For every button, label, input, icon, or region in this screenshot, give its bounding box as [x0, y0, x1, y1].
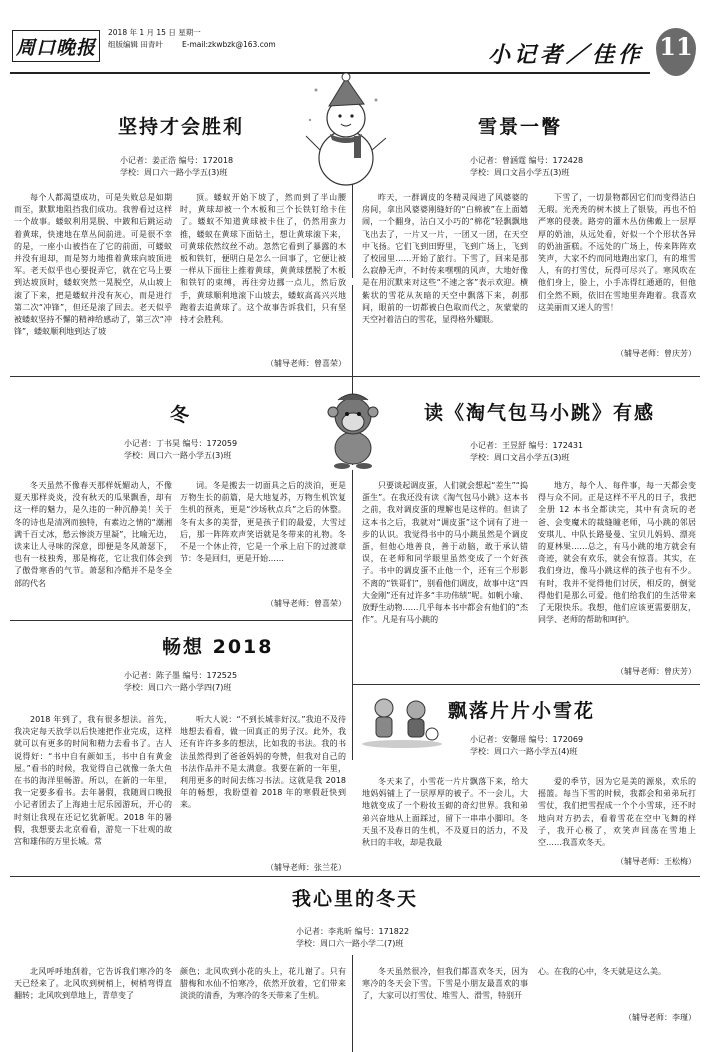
snow-monkey-illustration	[318, 386, 388, 470]
section-title: 小记者／佳作	[487, 42, 644, 68]
article-title: 飘落片片小雪花	[448, 700, 596, 722]
article-reporter: 小记者：姜正浩 编号：172018	[120, 156, 234, 165]
article-school: 学校：周口六一路小学四(7)班	[124, 683, 232, 692]
page-number: 11	[659, 32, 693, 61]
article-school: 学校：周口六一路小学二(7)班	[296, 939, 404, 948]
article-title: 畅想 2018	[162, 636, 274, 658]
article-school: 学校：周口六一路小学五(3)班	[120, 168, 228, 177]
article-reporter: 小记者：陈子墨 编号：172525	[124, 671, 238, 680]
article-column-1: 北风呼呼地刮着，它告诉我们寒冷的冬天已经来了。北风吹到树梢上，树梢弯得直翻转；北风吹到草地上，青草变了	[14, 967, 172, 1001]
page-number-badge	[656, 28, 696, 76]
article-teacher: （辅导老师：曾喜荣）	[266, 599, 346, 608]
section-rule-2	[10, 620, 352, 621]
article-column-1: 昨天，一群调皮的冬精灵闯进了风婆婆的房间，拿出风婆婆刚缝好的“白棉被”在上面嬉闹，一个翻身，沾白又小巧的“棉花”轻飘飘地飞出去了，一片又一片，一团又一团，在天空中飞扬。它们飞到田野里，飞到广场上，飞到了校园里……开始了旅行。下雪了，回来是那么寂静无声，不时传来嘿嘿的风声，大地好像是在用沉默来对这些“不速之客”表示欢迎。横紫状的雪花从灰暗的天空中飘落下来，刹那间，眼前的一切都被白色取而代之，灰蒙蒙的天空衬着洁白的雪花，显得格外耀眼。	[362, 193, 528, 325]
article-teacher: （辅导老师：王松梅）	[616, 857, 696, 866]
newspaper-logo: 周口晚报	[12, 30, 100, 62]
article-school: 学校：周口六一路小学五(3)班	[124, 451, 232, 460]
article-title: 我心里的冬天	[292, 888, 419, 910]
contact-email: E-mail:zkwbzk@163.com	[182, 40, 276, 49]
article-column-2: 顶。蝼蚁开始下坡了，然而到了半山腰时，黄球却被一个木板和三个长铁钉给卡住了。蝼蚁不知道黄球被卡住了，仍然用蛮力推，蝼蚁在黄球下面钻土，想让黄球滚下来，可黄球依然纹丝不动。忽然它看到了暴露的木板和铁钉，便明白是怎么一回事了，它便让被一样从下面往上推着黄球，黄黄球摆脱了木板和铁钉的束缚，再往旁边挪一点儿，然后放手，黄球顺利地滚下山坡去，蝼蚁高高兴兴地跑着去追黄球了。这个故事告诉我们，只有坚持才会胜利。	[180, 193, 346, 325]
kids-in-snow-illustration	[360, 690, 444, 748]
issue-date: 2018 年 1 月 15 日 星期一	[108, 28, 201, 37]
article-reporter: 小记者：丁书昊 编号：172059	[124, 439, 238, 448]
article-reporter: 小记者：王昱舒 编号：172431	[470, 441, 584, 450]
article-column-1: 冬天虽然不像春天那样妩媚动人，不像夏天那样炎炎，没有秋天的瓜果飘香，却有这一样的魅力，是久违的一种沉静美！关于冬的诗也是清冽而独特，有素边之情的“潮湘满千百丈冰，愁云惨淡万里凝”，比喻无边，读来让人寻味的深意，即便是冬风萧瑟下，也有一枝独秀，那是梅花，它让我们体会到了傲骨寒香的气节。萧瑟和冷酷并不是冬全部的代名	[14, 481, 172, 588]
article-column-1: 冬天来了，小雪花一片片飘落下来，给大地妈妈铺上了一层厚厚的被子。不一会儿，大地就变成了一个粉妆玉砌的奇幻世界。我和弟弟兴奋地从上面踩过，留下一串串小脚印。冬天虽不及春日的生机，不及夏日的活力，不及秋日的丰收，却是我最	[362, 777, 528, 848]
article-column-1: 每个人都渴望成功，可是失败总是如期而至，默默地阻挡我们成功。我曾看过这样一个故事。蝼蚁利用晃脱、中跛和后跳运动着黄球，快速地在草丛间前进。可是很不幸的是，一座小山被挡在了它的前面，可蝼蚁并没有退却，而是努力地推着黄球向坡顶进军。老天似乎也心要捉弄它，就在它马上要到达坡顶时，蝼蚁突然一晃脱空，从山坡上滚了下来，把是蝼蚁并没有灰心，而是进行第二次“冲锋”，但还是滚了回去。老天似乎被蝼蚁坚持不懈的精神给感动了，第三次“冲锋”，蝼蚁顺利地到达了坡	[14, 193, 172, 337]
article-column-1: 2018 年到了，我有很多想法。首先，我决定每天放学以后快速把作业完成，这样就可以有更多的时间和精力去看书了。古人说得好：“书中自有颜如玉，书中自有黄金屋。”看书的时候，我觉得自己就像一条大鱼在书的海洋里畅游。所以，在新的一年里，我一定要多看书。去年暑假，我随周口晚报小记者团去了上海迪士尼乐园游玩，开心的时刻让我现在还记忆犹新呢。2018 年的暑假，我想要去北京看看，游览一下壮观的故宫和雄伟的万里长城。常	[14, 715, 172, 847]
article-title: 坚持才会胜利	[118, 116, 245, 138]
article-teacher: （辅导老师：曾喜荣）	[266, 359, 346, 368]
article-teacher: （辅导老师：曾庆芳）	[616, 349, 696, 358]
article-title: 冬	[170, 404, 192, 426]
article-column-4: 心。在我的心中，冬天就是这么美。	[538, 967, 666, 976]
article-teacher: （辅导老师：李瑾）	[624, 1013, 696, 1022]
column-divider-4	[352, 955, 353, 1052]
snowman-illustration	[302, 70, 388, 188]
article-school: 学校：周口文昌小学五(3)班	[470, 453, 570, 462]
article-teacher: （辅导老师：张兰花）	[266, 863, 346, 872]
section-rule-1	[10, 376, 700, 377]
article-column-2: 词。冬是搬去一切面具之后的淡泊，更是万物生长的前篇，是大地复苏，万物生机饮复生机的预兆，更是“沙场秋点兵”之后的休整。冬有太多的美誉，更是孩子们的最爱，大雪过后，那一阵阵欢声笑语就是冬带来的礼物。冬不是一个休止符，它是一个承上启下的过渡章节：冬是回归，更是开始……	[180, 481, 346, 564]
article-school: 学校：周口文昌小学五(3)班	[470, 168, 570, 177]
editor-credit: 组版编辑 田青叶	[108, 40, 163, 49]
section-rule-3	[352, 684, 700, 685]
article-column-2: 颜色；北风吹到小花的头上，花儿谢了。只有腊梅和水仙不怕寒冷，依然开放着，它们带来淡淡的清香，为寒冷的冬天带来了生机。	[180, 967, 346, 1001]
article-reporter: 小记者：李兆昕 编号：171822	[296, 927, 410, 936]
article-teacher: （辅导老师：曾庆芳）	[616, 667, 696, 676]
article-column-3: 冬天虽然很冷，但我们都喜欢冬天，因为寒冷的冬天会下雪。下雪是小朋友最喜欢的事了，大家可以打雪仗、堆雪人、滑雪，特别开	[362, 967, 528, 1001]
article-column-1: 只要谈起调皮蛋，人们就会想起“差生”“捣蛋生”。在我还没有读《淘气包马小跳》这本书之前，我对调皮蛋的理解也是这样的。但读了这本书之后，我就对“调皮蛋”这个词有了进一步的认识。我觉得书中的马小跳虽然是个调皮蛋，但他心地善良，善于动脑，敢于承认错误，在老师和同学眼里虽然变成了一个好孩子。书中的调皮蛋不止他一个，还有三个形影不离的“铁哥们”，别看他们调皮，故事中这“四大金刚”还有过许多“丰功伟绩”呢。如帆小瑜、放野生动物……几乎每本书中都会有他们的“杰作”。凡是有马小跳的	[362, 481, 528, 625]
article-column-2: 爱的季节，因为它是美的源泉，欢乐的摇篮。每当下雪的时候，我都会和弟弟玩打雪仗，我们把雪捏成一个个小雪球，还不时地向对方扔去，看着雪花在空中飞舞的样子，我开心极了，欢笑声回荡在雪地上空……我喜欢冬天。	[538, 777, 696, 848]
article-school: 学校：周口六一路小学五(4)班	[470, 747, 578, 756]
article-reporter: 小记者：安馨瑶 编号：172069	[470, 735, 584, 744]
article-column-2: 下雪了，一切景物都因它们而变得洁白无瑕。光秃秃的树木披上了银装，再也不怕严寒的侵袭。路旁的灌木丛仿佛戴上一层厚厚的奶油，从远处看，好似一个个形状各异的奶油蛋糕。不远处的广场上，传来阵阵欢笑声，大家不约而同地跑出家门，有的堆雪人，有的打雪仗，玩得可尽兴了。寒风吹在他们身上，脸上，小手冻得红通通的，但他们全然不顾，依旧在雪地里奔跑着。我喜欢这美丽而又迷人的雪！	[538, 193, 696, 312]
article-reporter: 小记者：曾涵霆 编号：172428	[470, 156, 584, 165]
article-title: 读《淘气包马小跳》有感	[424, 402, 656, 424]
section-rule-4	[10, 876, 700, 877]
article-column-2: 听大人说：“不到长城非好汉。”我迫不及待地想去看看，做一回真正的男子汉。此外，我还有许许多多的想法，比如我的书法。我的书法虽然得到了爸爸妈妈的夸赞，但我对自己的书法作品并不是太满意。我要在新的一年里，利用更多的时间去练习书法。这就是我 2018 年的畅想，我盼望着 2018 年的寒假赶快到来。	[180, 715, 346, 810]
article-title: 雪景一瞥	[478, 116, 563, 138]
article-column-2: 地方，每个人、每件事，每一天都会变得与众不同。正是这样不平凡的日子，我把全册 12 本书全都读完，其中有贪玩的老爸、会变魔术的裁缝瞳老师，马小跳的邻居安琪儿、中队长路曼曼、宝贝儿妈妈、漂亮的夏林果……总之，有马小跳的地方就会有奇迹，就会有欢乐，就会有惊喜。其实，在我们身边，像马小跳这样的孩子也有不少。有时，我并不觉得他们讨厌，相反的，倒觉得他们是那么可爱。他们给我们的生活带来了无限快乐。我想，他们应该更需要朋友，同学、老师的帮助和呵护。	[538, 481, 696, 625]
column-divider-3	[352, 470, 353, 760]
